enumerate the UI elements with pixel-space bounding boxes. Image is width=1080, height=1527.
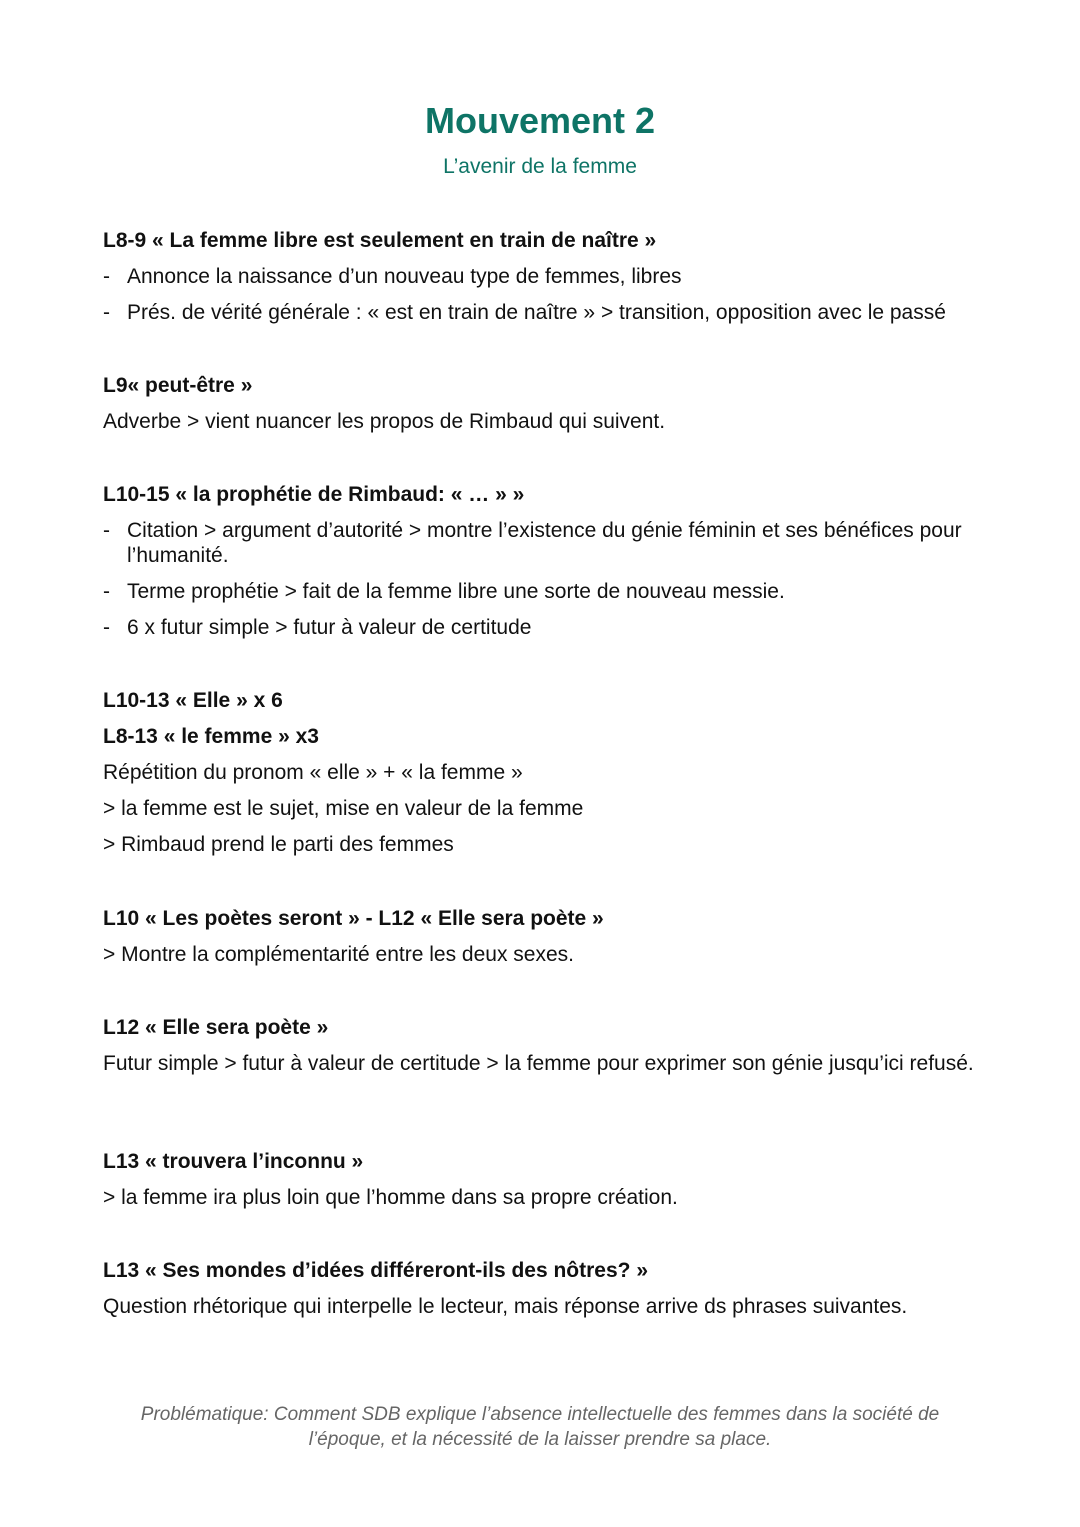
section-text: > la femme est le sujet, mise en valeur de la femme <box>103 797 584 820</box>
problematique-footer: Problématique: Comment SDB explique l’absence intellectuelle des femmes dans la société de l’époque, et la nécessité de la laisser prendre sa place. <box>140 1404 940 1450</box>
section-heading: L12 « Elle sera poète » <box>103 1016 329 1039</box>
list-item: - Citation > argument d’autorité > montre l’existence du génie féminin et ses bénéfices pour l’humanité. <box>103 519 962 567</box>
section-l8-9 <box>103 223 983 331</box>
section-heading: L8-9 « La femme libre est seulement en train de naître » <box>103 229 657 252</box>
section-heading: L13 « Ses mondes d’idées différeront-ils des nôtres? » <box>103 1259 648 1282</box>
section-heading: L13 « trouvera l’inconnu » <box>103 1150 364 1173</box>
section-l13-mondes <box>103 1253 983 1325</box>
page-subtitle: L’avenir de la femme <box>443 155 637 178</box>
dash-bullet-icon: - <box>103 580 110 603</box>
dash-bullet-icon: - <box>103 616 110 639</box>
section-text: Futur simple > futur à valeur de certitude > la femme pour exprimer son génie jusqu’ici refusé. <box>103 1052 974 1075</box>
section-l12 <box>103 1010 983 1076</box>
section-text: Question rhétorique qui interpelle le lecteur, mais réponse arrive ds phrases suivantes. <box>103 1295 908 1318</box>
bullet-list <box>103 513 983 646</box>
section-l9 <box>103 368 983 440</box>
list-item: - Annonce la naissance d’un nouveau type de femmes, libres <box>103 259 983 295</box>
bullet-list <box>103 259 983 331</box>
section-text: > Montre la complémentarité entre les deux sexes. <box>103 943 574 966</box>
list-item: - 6 x futur simple > futur à valeur de certitude <box>103 610 983 646</box>
section-heading: L10-15 « la prophétie de Rimbaud: « … » » <box>103 483 525 506</box>
section-l10-15 <box>103 477 983 646</box>
section-heading: L10 « Les poètes seront » - L12 « Elle sera poète » <box>103 907 604 930</box>
section-l10-l12 <box>103 901 983 973</box>
section-text: Répétition du pronom « elle » + « la femme » <box>103 761 523 784</box>
section-l13-inconnu <box>103 1144 983 1216</box>
section-text: Adverbe > vient nuancer les propos de Rimbaud qui suivent. <box>103 410 666 433</box>
section-text: > la femme ira plus loin que l’homme dans sa propre création. <box>103 1186 678 1209</box>
dash-bullet-icon: - <box>103 301 110 324</box>
section-l10-13 <box>103 683 983 863</box>
section-text: > Rimbaud prend le parti des femmes <box>103 833 454 856</box>
dash-bullet-icon: - <box>103 265 110 288</box>
section-heading: L10-13 « Elle » x 6 <box>103 689 283 712</box>
section-heading: L8-13 « le femme » x3 <box>103 725 319 748</box>
dash-bullet-icon: - <box>103 519 110 542</box>
page-title: Mouvement 2 <box>424 100 656 141</box>
list-item: - Terme prophétie > fait de la femme libre une sorte de nouveau messie. <box>103 574 983 610</box>
list-item: - Prés. de vérité générale : « est en train de naître » > transition, opposition avec le passé <box>103 295 983 331</box>
section-heading: L9« peut-être » <box>103 374 253 397</box>
